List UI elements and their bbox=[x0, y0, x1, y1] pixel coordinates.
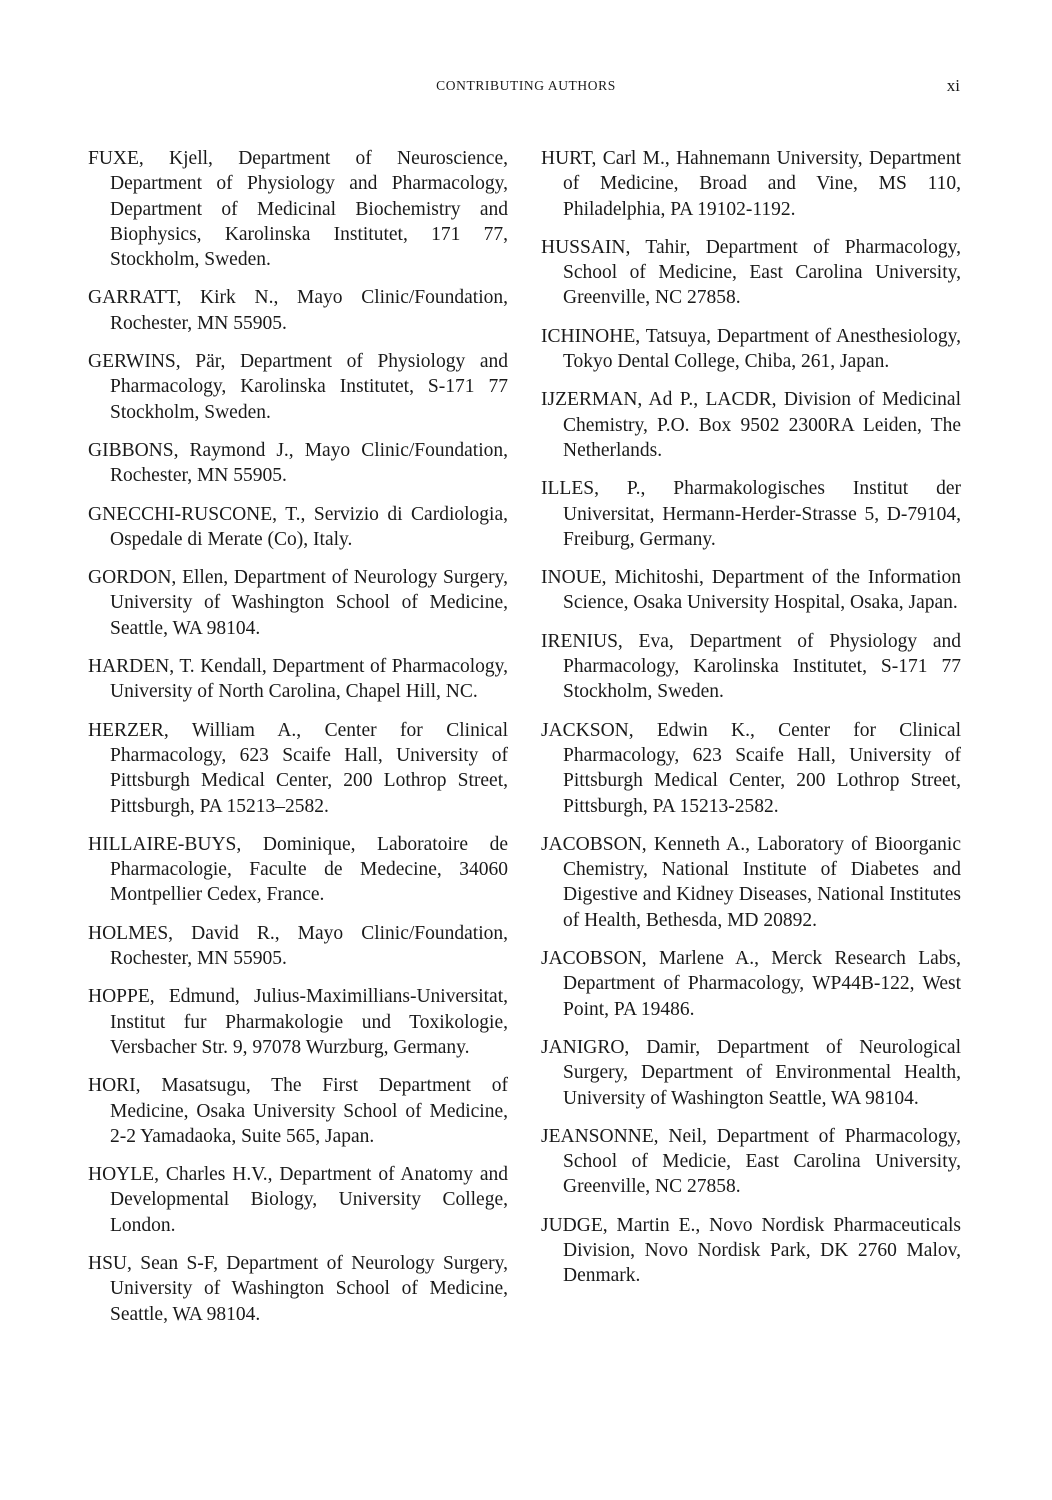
author-entry: INOUE, Michitoshi, Department of the Information Science, Osaka University Hospital, Osaka, Japan. bbox=[541, 567, 961, 614]
author-entry: IJZERMAN, Ad P., LACDR, Division of Medicinal Chemistry, P.O. Box 9502 2300RA Leiden, The Netherlands. bbox=[541, 389, 961, 461]
author-entry: JACKSON, Edwin K., Center for Clinical Pharmacology, 623 Scaife Hall, University of Pittsburgh Medical Center, 200 Lothrop Street, Pittsburgh, PA 15213-2582. bbox=[541, 719, 961, 817]
author-entry: HSU, Sean S-F, Department of Neurology Surgery, University of Washington School of Medicine, Seattle, WA 98104. bbox=[88, 1252, 508, 1325]
author-entry: FUXE, Kjell, Department of Neuroscience, Department of Physiology and Pharmacology, Department of Medicinal Biochemistry and Biophysics, Karolinska Institutet, 171 77, Stockholm, Sweden. bbox=[88, 148, 508, 271]
author-entry: GERWINS, Pär, Department of Physiology and Pharmacology, Karolinska Institutet, S-171 77 Stockholm, Sweden. bbox=[88, 351, 508, 423]
author-entry: JACOBSON, Marlene A., Merck Research Labs, Department of Pharmacology, WP44B-122, West Point, PA 19486. bbox=[541, 948, 961, 1020]
author-entry: HOLMES, David R., Mayo Clinic/Foundation, Rochester, MN 55905. bbox=[88, 922, 508, 970]
author-entry: HILLAIRE-BUYS, Dominique, Laboratoire de Pharmacologie, Faculte de Medecine, 34060 Montpellier Cedex, France. bbox=[88, 833, 508, 906]
running-head bbox=[0, 74, 1052, 98]
author-entry: JEANSONNE, Neil, Department of Pharmacology, School of Medicie, East Carolina University, Greenville, NC 27858. bbox=[541, 1125, 961, 1198]
author-entry: HOPPE, Edmund, Julius-Maximillians-Universitat, Institut fur Pharmakologie und Toxikologie, Versbacher Str. 9, 97078 Wurzburg, Germany. bbox=[88, 986, 508, 1058]
author-entry: ICHINOHE, Tatsuya, Department of Anesthesiology, Tokyo Dental College, Chiba, 261, Japan. bbox=[541, 325, 961, 373]
right-column bbox=[541, 146, 961, 1302]
author-entry: GIBBONS, Raymond J., Mayo Clinic/Foundation, Rochester, MN 55905. bbox=[88, 439, 508, 487]
author-entry: JUDGE, Martin E., Novo Nordisk Pharmaceuticals Division, Novo Nordisk Park, DK 2760 Malov, Denmark. bbox=[541, 1214, 961, 1287]
page-number: xi bbox=[946, 76, 960, 95]
author-entry: HARDEN, T. Kendall, Department of Pharmacology, University of North Carolina, Chapel Hill, NC. bbox=[88, 656, 508, 703]
author-entry: GARRATT, Kirk N., Mayo Clinic/Foundation, Rochester, MN 55905. bbox=[88, 287, 508, 334]
left-column bbox=[88, 146, 508, 1340]
author-entry: HURT, Carl M., Hahnemann University, Department of Medicine, Broad and Vine, MS 110, Philadelphia, PA 19102-1192. bbox=[541, 148, 961, 220]
author-entry: JACOBSON, Kenneth A., Laboratory of Bioorganic Chemistry, National Institute of Diabetes and Digestive and Kidney Diseases, National Institutes of Health, Bethesda, MD 20892. bbox=[541, 833, 961, 931]
author-entry: ILLES, P., Pharmakologisches Institut der Universitat, Hermann-Herder-Strasse 5, D-79104, Freiburg, Germany. bbox=[541, 478, 961, 550]
author-entry: HORI, Masatsugu, The First Department of Medicine, Osaka University School of Medicine, 2-2 Yamadaoka, Suite 565, Japan. bbox=[88, 1075, 508, 1147]
author-entry: GORDON, Ellen, Department of Neurology Surgery, University of Washington School of Medicine, Seattle, WA 98104. bbox=[88, 567, 508, 639]
running-title: CONTRIBUTING AUTHORS bbox=[436, 78, 616, 93]
author-entry: HUSSAIN, Tahir, Department of Pharmacology, School of Medicine, East Carolina University, Greenville, NC 27858. bbox=[541, 236, 961, 309]
author-entry: JANIGRO, Damir, Department of Neurological Surgery, Department of Environmental Health, University of Washington Seattle, WA 98104. bbox=[541, 1036, 961, 1109]
author-entry: HOYLE, Charles H.V., Department of Anatomy and Developmental Biology, University College, London. bbox=[88, 1164, 508, 1236]
author-entry: HERZER, William A., Center for Clinical Pharmacology, 623 Scaife Hall, University of Pittsburgh Medical Center, 200 Lothrop Street, Pittsburgh, PA 15213–2582. bbox=[88, 719, 508, 817]
author-entry: IRENIUS, Eva, Department of Physiology and Pharmacology, Karolinska Institutet, S-171 77 Stockholm, Sweden. bbox=[541, 630, 961, 703]
author-entry: GNECCHI-RUSCONE, T., Servizio di Cardiologia, Ospedale di Merate (Co), Italy. bbox=[88, 503, 508, 550]
